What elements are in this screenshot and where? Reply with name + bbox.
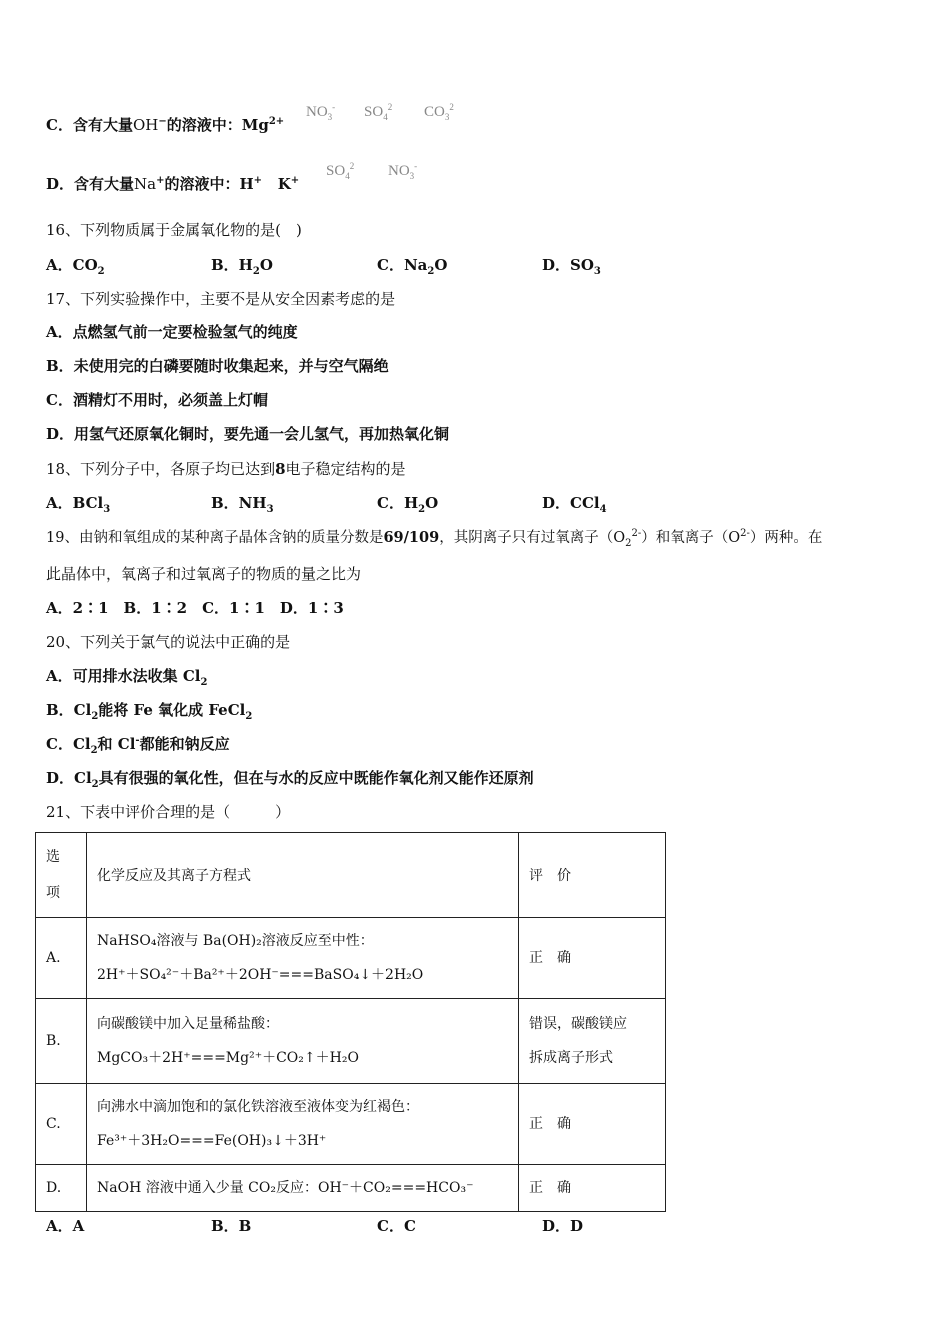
q18-option-a[interactable]: A．BCl$_3$	[46, 494, 111, 515]
q21-stem: 21、下表中评价合理的是（ ）	[46, 803, 291, 821]
q17-option-a[interactable]: A．点燃氢气前一定要检验氢气的纯度	[46, 323, 298, 341]
q20-option-d[interactable]: D．$Cl_2$具有很强的氧化性，但在与水的反应中既能作氧化剂又能作还原剂	[46, 769, 534, 790]
row-option: D.	[36, 1165, 87, 1212]
row-evaluation: 错误，碳酸镁应 拆成离子形式	[519, 999, 666, 1084]
q21-option-b[interactable]: B．B	[211, 1217, 252, 1235]
ion-co3: $CO_3^2$	[424, 102, 454, 122]
q16-option-d[interactable]: D．$SO_3$	[542, 256, 601, 277]
q20-stem: 20、下列关于氯气的说法中正确的是	[46, 633, 291, 651]
q18-option-c[interactable]: C．$H_2O$	[377, 494, 439, 515]
q15-option-d[interactable]: D．含有大量Na+的溶液中：H+ K+	[46, 175, 300, 193]
ion-so4: $SO_4^2$	[326, 161, 355, 181]
ion-no3: $NO_3^-$	[388, 161, 418, 181]
row-option: A.	[36, 918, 87, 999]
ion-no3: $NO_3^-$	[306, 102, 336, 122]
table-header-row	[36, 833, 666, 918]
evaluation-table	[35, 832, 666, 1212]
q17-stem: 17、下列实验操作中，主要不是从安全因素考虑的是	[46, 290, 396, 308]
q18-option-b[interactable]: B．$NH_3$	[211, 494, 274, 515]
q16-option-a[interactable]: A．$CO_2$	[46, 256, 105, 277]
q16-option-c[interactable]: C．$Na_2O$	[377, 256, 448, 277]
row-option: B.	[36, 999, 87, 1084]
q17-option-d[interactable]: D．用氢气还原氧化铜时，要先通一会儿氢气，再加热氧化铜	[46, 425, 450, 443]
row-equation: 向沸水中滴加饱和的氯化铁溶液至液体变为红褐色： Fe³⁺＋3H₂O===Fe(OH)₃↓＋3H⁺	[87, 1084, 519, 1165]
q15-option-c[interactable]: C．含有大量OH−的溶液中：$Mg^{2+}$	[46, 116, 285, 134]
q19-stem-line2: 此晶体中，氧离子和过氧离子的物质的量之比为	[46, 565, 362, 583]
row-evaluation: 正 确	[519, 1084, 666, 1165]
header-equation: 化学反应及其离子方程式	[87, 833, 519, 918]
q20-option-c[interactable]: C．$Cl_2$和 Cl-都能和钠反应	[46, 735, 230, 756]
q18-option-d[interactable]: D．CCl$_4$	[542, 494, 607, 515]
row-equation: NaHSO₄溶液与 Ba(OH)₂溶液反应至中性： 2H⁺＋SO₄²⁻＋Ba²⁺＋2OH⁻===BaSO₄↓＋2H₂O	[87, 918, 519, 999]
q17-option-c[interactable]: C．酒精灯不用时，必须盖上灯帽	[46, 391, 268, 409]
q21-option-d[interactable]: D．D	[542, 1217, 584, 1235]
table-row	[36, 918, 666, 999]
q20-option-a[interactable]: A．可用排水法收集 $Cl_2$	[46, 667, 208, 688]
q20-option-b[interactable]: B．$Cl_2$能将 Fe 氧化成 FeCl$_2$	[46, 701, 253, 722]
header-evaluation: 评 价	[519, 833, 666, 918]
row-evaluation: 正 确	[519, 918, 666, 999]
table-row	[36, 1165, 666, 1212]
ion-so4: $SO_4^2$	[364, 102, 393, 122]
q16-stem: 16、下列物质属于金属氧化物的是( )	[46, 221, 302, 239]
q19-options[interactable]: A．2∶1 B．1∶2 C．1∶1 D．1∶3	[46, 599, 344, 617]
q16-option-b[interactable]: B．$H_2O$	[211, 256, 273, 277]
row-option: C.	[36, 1084, 87, 1165]
q18-stem: 18、下列分子中，各原子均已达到8电子稳定结构的是	[46, 460, 406, 478]
table-row	[36, 1084, 666, 1165]
row-equation: NaOH 溶液中通入少量 CO₂反应：OH⁻＋CO₂===HCO₃⁻	[87, 1165, 519, 1212]
q21-option-c[interactable]: C．C	[377, 1217, 416, 1235]
q21-option-a[interactable]: A．A	[46, 1217, 85, 1235]
row-equation: 向碳酸镁中加入足量稀盐酸： MgCO₃＋2H⁺===Mg²⁺＋CO₂↑＋H₂O	[87, 999, 519, 1084]
row-evaluation: 正 确	[519, 1165, 666, 1212]
table-row	[36, 999, 666, 1084]
q17-option-b[interactable]: B．未使用完的白磷要随时收集起来，并与空气隔绝	[46, 357, 389, 375]
q19-stem: 19、由钠和氧组成的某种离子晶体含钠的质量分数是69/109，其阴离子只有过氧离子$(O_2^{2-})$和氧离子$(O^{2-})$两种。在	[46, 528, 823, 549]
header-option: 选 项	[36, 833, 87, 918]
